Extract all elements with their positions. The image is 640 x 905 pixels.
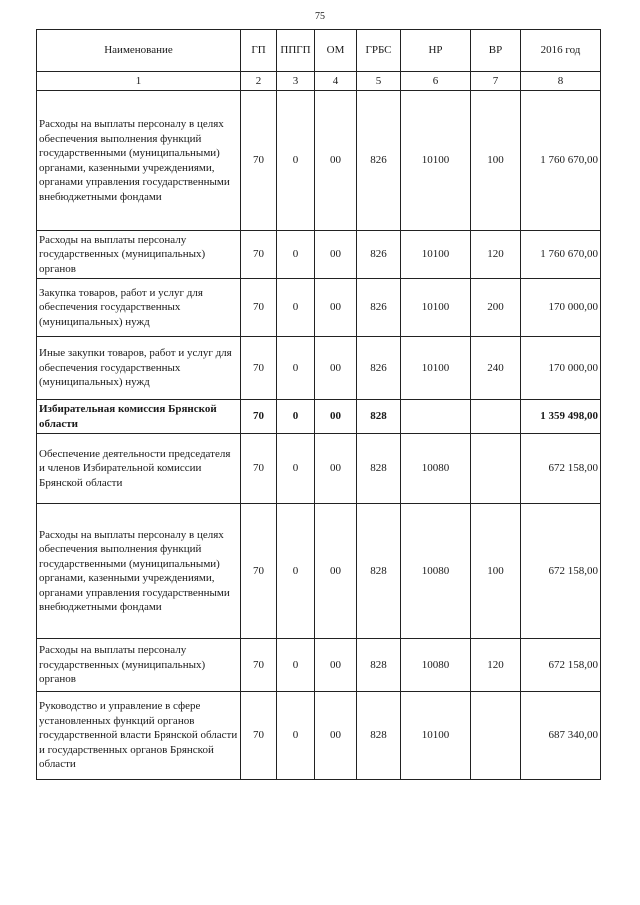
- nr-cell: 10100: [401, 279, 471, 337]
- row-name: Расходы на выплаты персоналу в целях обеспечения выполнения функций государственными (муниципальными) органами, казенными учреждениями, органами управления государственными внебюджетными фондами: [37, 91, 241, 231]
- vr-cell: 100: [471, 91, 521, 231]
- ppgp-cell: 0: [277, 400, 315, 434]
- row-name: Избирательная комиссия Брянской области: [37, 400, 241, 434]
- amount-cell: 672 158,00: [521, 639, 601, 692]
- nr-cell: [401, 400, 471, 434]
- column-number-cell: 6: [401, 72, 471, 91]
- amount-cell: 1 760 670,00: [521, 91, 601, 231]
- column-number-cell: 8: [521, 72, 601, 91]
- amount-cell: 170 000,00: [521, 337, 601, 400]
- column-number-cell: 4: [315, 72, 357, 91]
- nr-cell: 10100: [401, 337, 471, 400]
- grbs-cell: 828: [357, 400, 401, 434]
- budget-table: [36, 29, 601, 780]
- vr-cell: [471, 692, 521, 780]
- header-cell: ГРБС: [357, 30, 401, 72]
- om-cell: 00: [315, 279, 357, 337]
- grbs-cell: 828: [357, 504, 401, 639]
- om-cell: 00: [315, 504, 357, 639]
- table-row: [37, 639, 601, 692]
- gp-cell: 70: [241, 400, 277, 434]
- nr-cell: 10080: [401, 639, 471, 692]
- table-row: [37, 279, 601, 337]
- gp-cell: 70: [241, 91, 277, 231]
- om-cell: 00: [315, 337, 357, 400]
- column-number-cell: 5: [357, 72, 401, 91]
- gp-cell: 70: [241, 231, 277, 279]
- row-name: Обеспечение деятельности председателя и членов Избирательной комиссии Брянской области: [37, 434, 241, 504]
- grbs-cell: 826: [357, 337, 401, 400]
- grbs-cell: 826: [357, 231, 401, 279]
- column-number-cell: 1: [37, 72, 241, 91]
- column-number-cell: 7: [471, 72, 521, 91]
- nr-cell: 10100: [401, 231, 471, 279]
- om-cell: 00: [315, 434, 357, 504]
- table-row: [37, 434, 601, 504]
- row-name: Расходы на выплаты персоналу государственных (муниципальных) органов: [37, 639, 241, 692]
- header-row: [37, 30, 601, 72]
- header-cell: ОМ: [315, 30, 357, 72]
- ppgp-cell: 0: [277, 337, 315, 400]
- ppgp-cell: 0: [277, 692, 315, 780]
- row-name: Руководство и управление в сфере установленных функций органов государственной власти Брянской области и государственных органов Брянской области: [37, 692, 241, 780]
- grbs-cell: 828: [357, 434, 401, 504]
- nr-cell: 10100: [401, 91, 471, 231]
- header-cell: НР: [401, 30, 471, 72]
- column-number-cell: 3: [277, 72, 315, 91]
- om-cell: 00: [315, 400, 357, 434]
- gp-cell: 70: [241, 504, 277, 639]
- vr-cell: [471, 434, 521, 504]
- amount-cell: 672 158,00: [521, 434, 601, 504]
- vr-cell: 200: [471, 279, 521, 337]
- gp-cell: 70: [241, 279, 277, 337]
- header-cell: Наименование: [37, 30, 241, 72]
- gp-cell: 70: [241, 434, 277, 504]
- amount-cell: 672 158,00: [521, 504, 601, 639]
- gp-cell: 70: [241, 692, 277, 780]
- amount-cell: 1 359 498,00: [521, 400, 601, 434]
- ppgp-cell: 0: [277, 279, 315, 337]
- nr-cell: 10100: [401, 692, 471, 780]
- grbs-cell: 828: [357, 639, 401, 692]
- row-name: Иные закупки товаров, работ и услуг для обеспечения государственных (муниципальных) нужд: [37, 337, 241, 400]
- table-row: [37, 91, 601, 231]
- vr-cell: 120: [471, 231, 521, 279]
- table-row: [37, 231, 601, 279]
- gp-cell: 70: [241, 337, 277, 400]
- ppgp-cell: 0: [277, 504, 315, 639]
- vr-cell: 120: [471, 639, 521, 692]
- ppgp-cell: 0: [277, 434, 315, 504]
- amount-cell: 1 760 670,00: [521, 231, 601, 279]
- om-cell: 00: [315, 639, 357, 692]
- amount-cell: 687 340,00: [521, 692, 601, 780]
- header-cell: ППГП: [277, 30, 315, 72]
- vr-cell: [471, 400, 521, 434]
- vr-cell: 240: [471, 337, 521, 400]
- column-number-row: [37, 72, 601, 91]
- row-name: Закупка товаров, работ и услуг для обеспечения государственных (муниципальных) нужд: [37, 279, 241, 337]
- page-number: 75: [315, 11, 325, 22]
- vr-cell: 100: [471, 504, 521, 639]
- ppgp-cell: 0: [277, 639, 315, 692]
- om-cell: 00: [315, 91, 357, 231]
- table-row: [37, 692, 601, 780]
- nr-cell: 10080: [401, 504, 471, 639]
- ppgp-cell: 0: [277, 91, 315, 231]
- amount-cell: 170 000,00: [521, 279, 601, 337]
- om-cell: 00: [315, 692, 357, 780]
- om-cell: 00: [315, 231, 357, 279]
- table-row: [37, 400, 601, 434]
- gp-cell: 70: [241, 639, 277, 692]
- grbs-cell: 826: [357, 91, 401, 231]
- header-cell: 2016 год: [521, 30, 601, 72]
- table-row: [37, 337, 601, 400]
- header-cell: ВР: [471, 30, 521, 72]
- row-name: Расходы на выплаты персоналу в целях обеспечения выполнения функций государственными (муниципальными) органами, казенными учреждениями, органами управления государственными внебюджетными фондами: [37, 504, 241, 639]
- header-cell: ГП: [241, 30, 277, 72]
- grbs-cell: 828: [357, 692, 401, 780]
- table-row: [37, 504, 601, 639]
- column-number-cell: 2: [241, 72, 277, 91]
- row-name: Расходы на выплаты персоналу государственных (муниципальных) органов: [37, 231, 241, 279]
- nr-cell: 10080: [401, 434, 471, 504]
- ppgp-cell: 0: [277, 231, 315, 279]
- grbs-cell: 826: [357, 279, 401, 337]
